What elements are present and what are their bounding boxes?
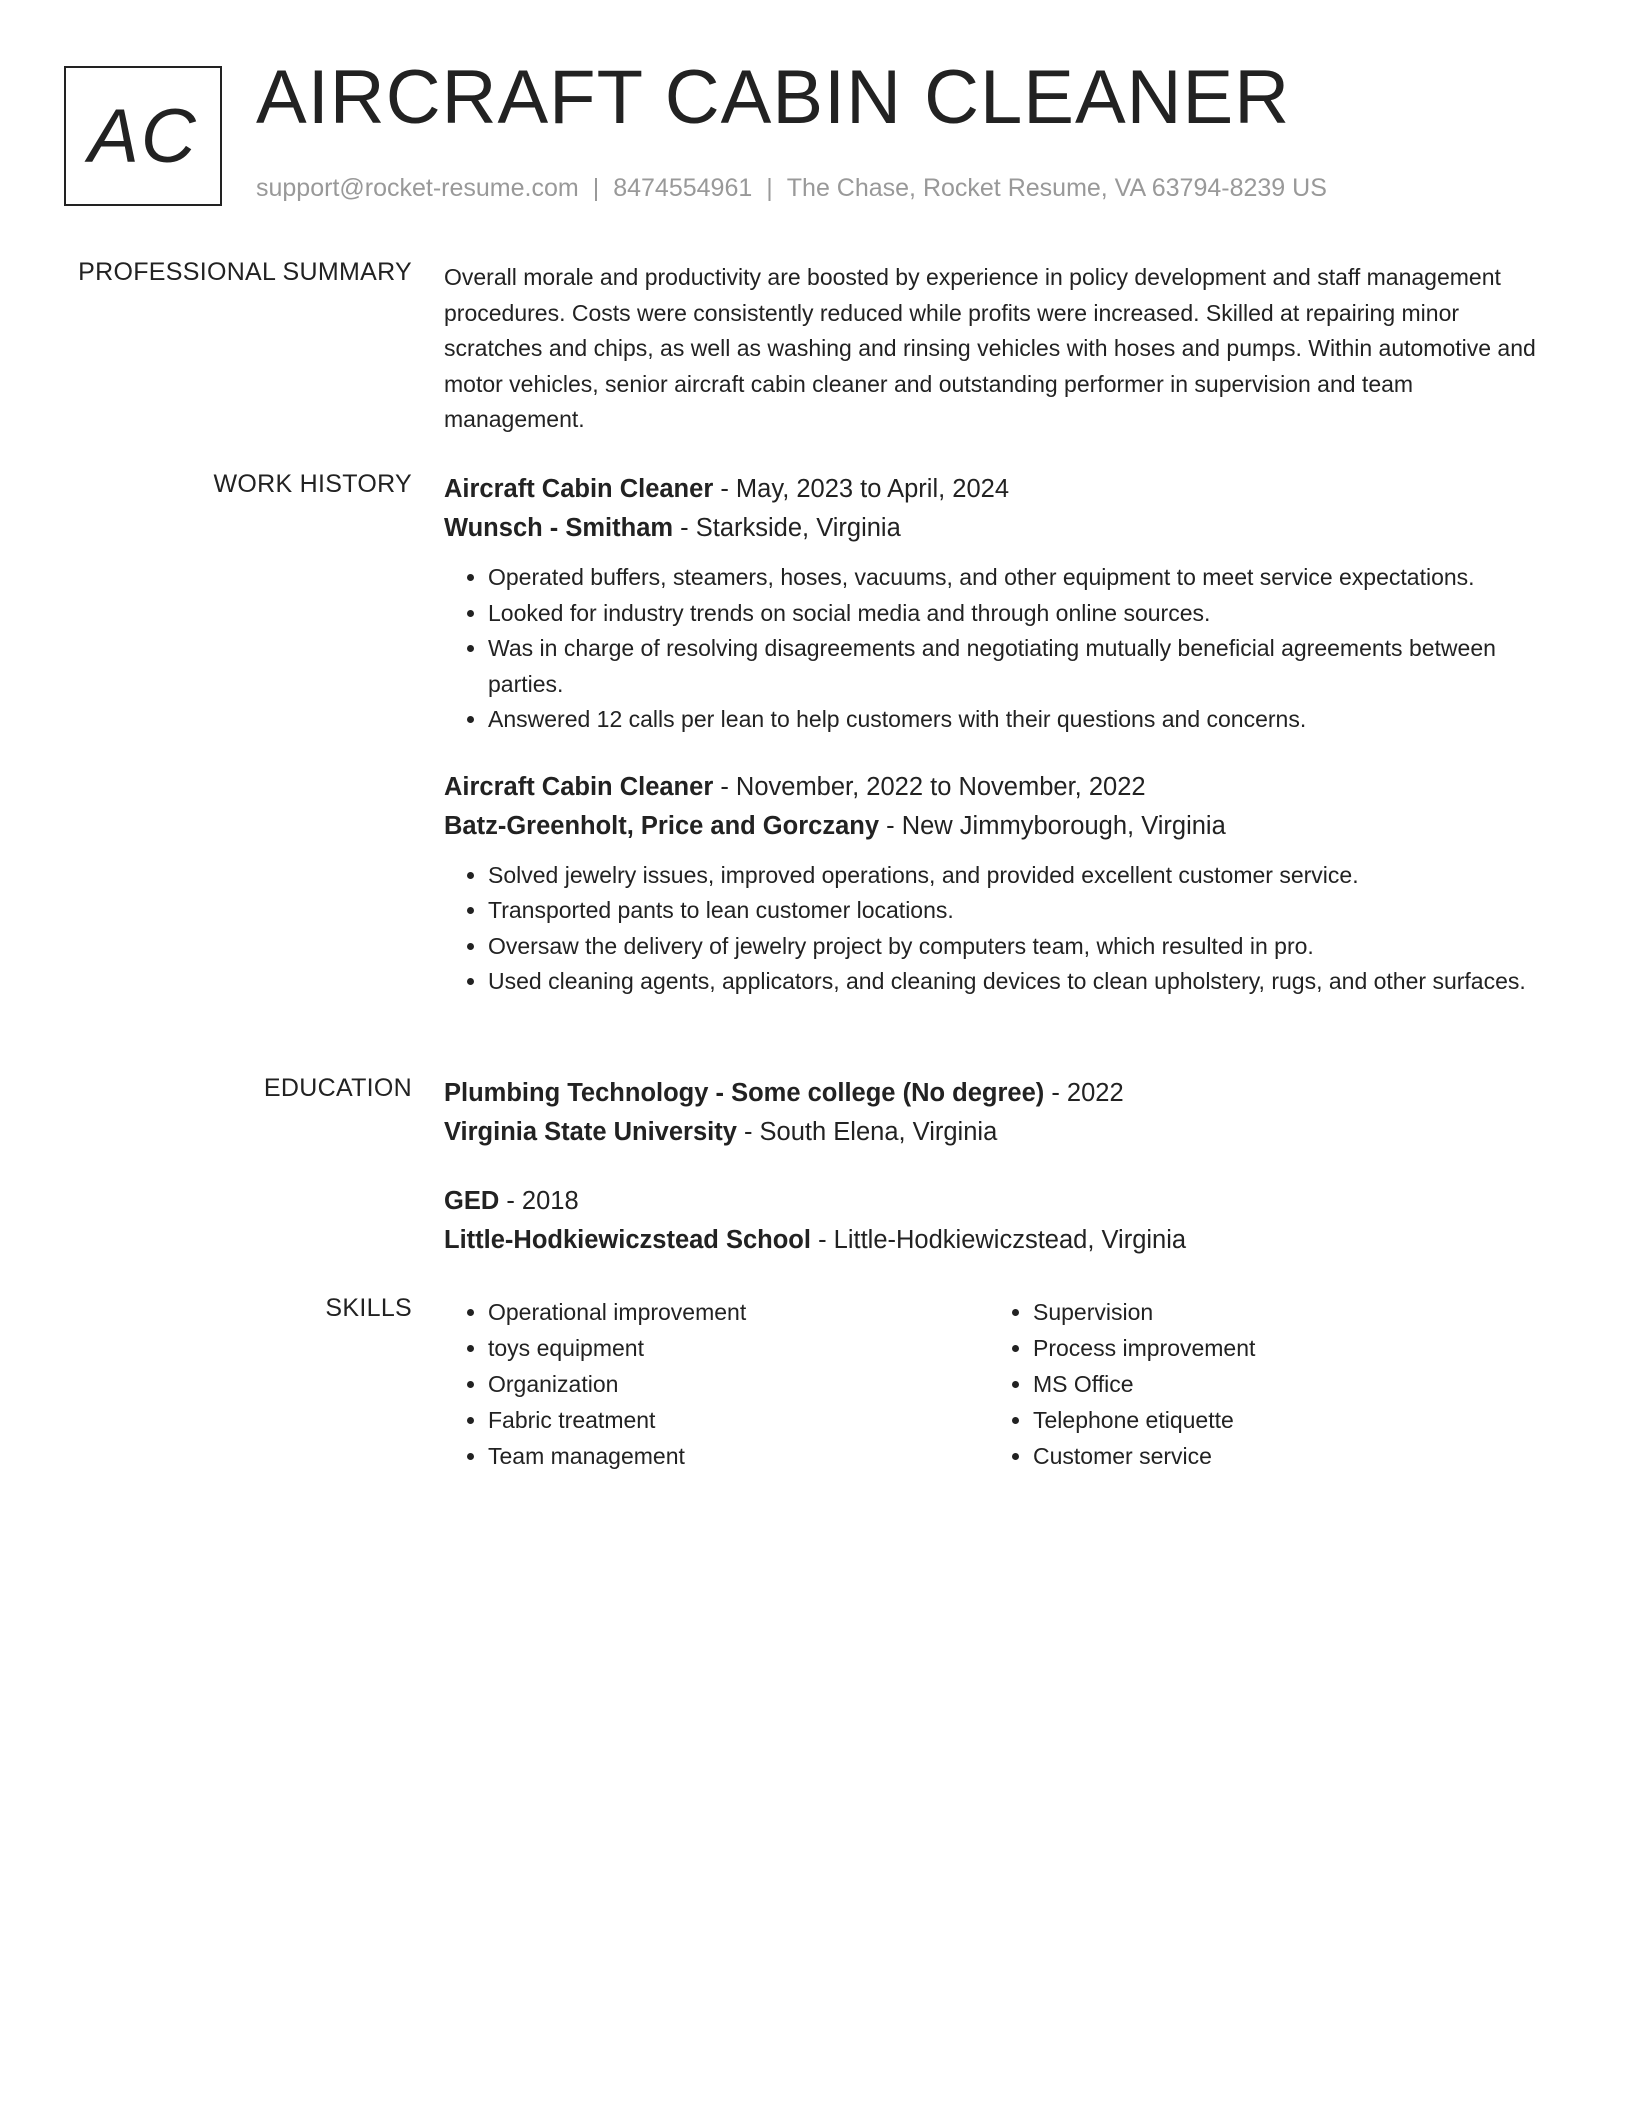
contact-address: The Chase, Rocket Resume, VA 63794-8239 US <box>786 174 1327 202</box>
job-bullet: • Transported pants to lean customer locations. <box>488 893 1544 929</box>
skill-item: • Customer service <box>1033 1438 1534 1474</box>
job-bullet: • Was in charge of resolving disagreements and negotiating mutually beneficial agreements between parties. <box>488 631 1544 702</box>
skill-item: • toys equipment <box>488 1330 989 1366</box>
skill-item: • Fabric treatment <box>488 1402 989 1438</box>
job-bullets <box>444 560 1544 738</box>
skill-item: • Operational improvement <box>488 1294 989 1330</box>
work-history-body <box>444 470 1544 1000</box>
job-company-line <box>444 807 1544 846</box>
job-bullet: • Oversaw the delivery of jewelry project by computers team, which resulted in pro. <box>488 929 1544 965</box>
job-bullets <box>444 858 1544 1000</box>
skill-item: • Organization <box>488 1366 989 1402</box>
job-title-line <box>444 470 1544 509</box>
contact-email: support@rocket-resume.com <box>256 174 579 202</box>
education-degree-line <box>444 1182 1544 1221</box>
job-company-line <box>444 509 1544 548</box>
job-bullet: • Looked for industry trends on social media and through online sources. <box>488 596 1544 632</box>
job-title-line <box>444 768 1544 807</box>
education-school: Little-Hodkiewiczstead School <box>444 1226 811 1254</box>
skills-list-right <box>989 1294 1534 1474</box>
skill-item: • Process improvement <box>1033 1330 1534 1366</box>
job-dates: - May, 2023 to April, 2024 <box>713 475 1010 503</box>
skills-columns <box>444 1294 1544 1474</box>
job-title: Aircraft Cabin Cleaner <box>444 772 714 801</box>
education-body <box>444 1074 1544 1260</box>
education-degree-line <box>444 1074 1544 1113</box>
education-school-line <box>444 1113 1544 1152</box>
job-location: - New Jimmyborough, Virginia <box>879 811 1226 840</box>
education-degree: GED <box>444 1187 500 1215</box>
education-location: - South Elena, Virginia <box>736 1118 998 1146</box>
job-bullet: • Used cleaning agents, applicators, and cleaning devices to clean upholstery, rugs, and other surfaces. <box>488 964 1544 1000</box>
education-entry <box>444 1074 1544 1152</box>
education-entry <box>444 1182 1544 1260</box>
job-dates: - November, 2022 to November, 2022 <box>713 772 1146 801</box>
skills-body <box>444 1294 1544 1474</box>
education-location: - Little-Hodkiewiczstead, Virginia <box>810 1226 1187 1254</box>
job-company: Batz-Greenholt, Price and Gorczany <box>444 811 880 840</box>
skill-item: • Team management <box>488 1438 989 1474</box>
education-year: - 2018 <box>499 1187 579 1215</box>
contact-phone: 8474554961 <box>613 174 753 202</box>
job-entry <box>444 470 1544 738</box>
section-heading-skills: SKILLS <box>325 1294 412 1322</box>
section-heading-education: EDUCATION <box>263 1074 412 1102</box>
job-location: - Starkside, Virginia <box>673 514 901 542</box>
job-bullet: • Operated buffers, steamers, hoses, vacuums, and other equipment to meet service expectations. <box>488 560 1544 596</box>
contact-separator: | <box>766 174 773 202</box>
job-company: Wunsch - Smitham <box>444 514 674 542</box>
skill-item: • MS Office <box>1033 1366 1534 1402</box>
resume-title: AIRCRAFT CABIN CLEANER <box>256 55 1291 140</box>
monogram-box <box>64 66 222 206</box>
job-bullet: • Solved jewelry issues, improved operations, and provided excellent customer service. <box>488 858 1544 894</box>
section-heading-work-history: WORK HISTORY <box>213 470 412 498</box>
skill-item: • Supervision <box>1033 1294 1534 1330</box>
job-entry <box>444 768 1544 1000</box>
education-school-line <box>444 1221 1544 1260</box>
summary-text: Overall morale and productivity are boosted by experience in policy development and staff management procedures. Costs were consistently reduced while profits were increased. Skilled at repairing minor scratches and chips, as well as washing and rinsing vehicles with hoses and pumps. Within automotive and motor vehicles, senior aircraft cabin cleaner and outstanding performer in supervision and team management. <box>444 264 1536 432</box>
education-school: Virginia State University <box>444 1118 737 1146</box>
education-year: - 2022 <box>1044 1079 1124 1107</box>
contact-separator: | <box>592 174 600 202</box>
contact-line <box>256 174 1327 203</box>
skills-list-left <box>444 1294 989 1474</box>
education-degree: Plumbing Technology - Some college (No degree) <box>444 1079 1045 1107</box>
job-bullet: • Answered 12 calls per lean to help customers with their questions and concerns. <box>488 702 1544 738</box>
section-heading-summary: PROFESSIONAL SUMMARY <box>78 258 412 286</box>
monogram-initials: AC <box>88 93 198 179</box>
job-title: Aircraft Cabin Cleaner <box>444 475 714 503</box>
skill-item: • Telephone etiquette <box>1033 1402 1534 1438</box>
